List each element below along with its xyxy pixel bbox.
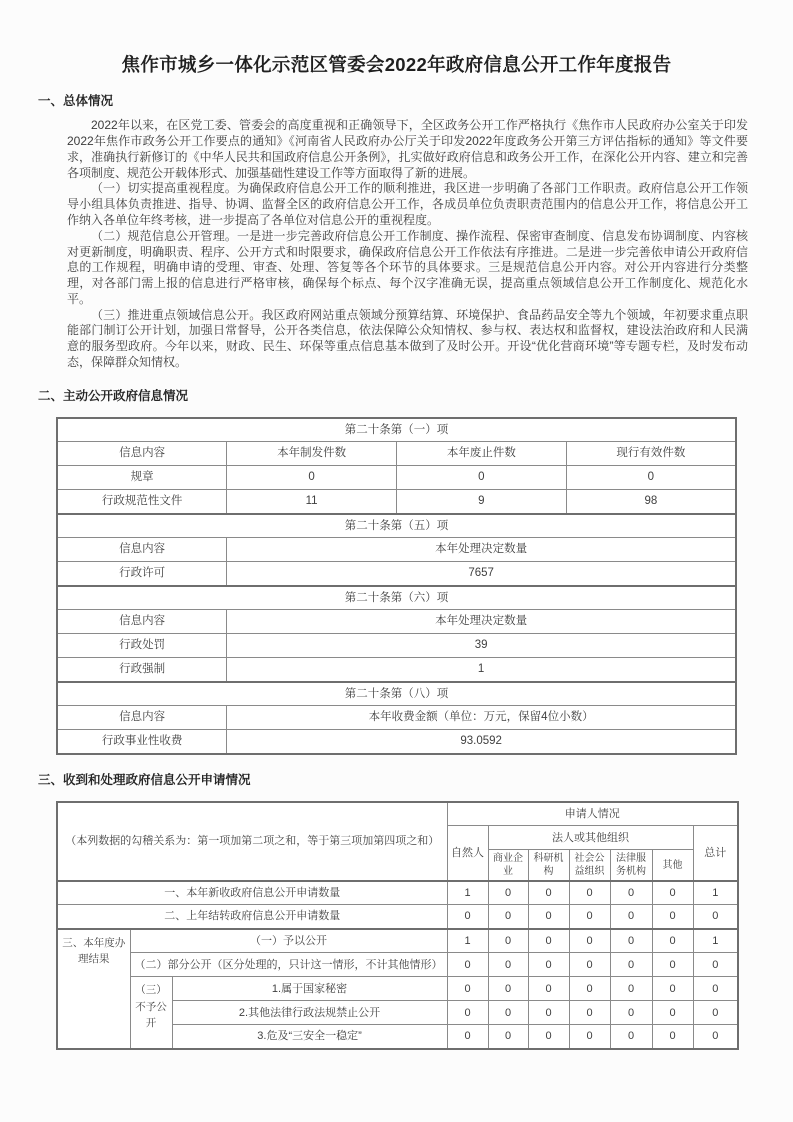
data-cell: 1	[693, 929, 738, 953]
group-label-cell: 三、本年度办理结果	[57, 929, 130, 1049]
sub-header-cell: 社会公益组织	[569, 850, 610, 881]
table-row	[57, 802, 738, 826]
table-row	[57, 881, 738, 905]
data-cell: 0	[693, 1025, 738, 1049]
table-row	[57, 586, 736, 610]
row-label-cell: 1.属于国家秘密	[172, 977, 447, 1001]
table-row	[57, 418, 736, 442]
sub-header-cell: 其他	[652, 850, 693, 881]
applicant-group-header: 申请人情况	[447, 802, 738, 826]
subgroup-label-cell: （三）不予公开	[130, 977, 172, 1049]
data-cell: 0	[447, 953, 488, 977]
data-cell: 0	[488, 953, 528, 977]
row-label-cell: （一）予以公开	[130, 929, 447, 953]
row-label-cell: 一、本年新收政府信息公开申请数量	[57, 881, 447, 905]
block3-title-cell: 第二十条第（六）项	[57, 586, 736, 610]
row-label-cell: 规章	[57, 466, 227, 490]
row-label-cell: 行政许可	[57, 562, 227, 586]
col-header-cell: 信息内容	[57, 610, 227, 634]
data-cell: 9	[397, 490, 567, 514]
table-row	[57, 562, 736, 586]
row-label-cell: 2.其他法律行政法规禁止公开	[172, 1001, 447, 1025]
table-row	[57, 658, 736, 682]
natural-person-header: 自然人	[447, 826, 488, 881]
data-cell: 0	[569, 953, 610, 977]
section-overview-heading: 一、总体情况	[38, 94, 114, 109]
data-cell: 11	[227, 490, 397, 514]
data-cell: 98	[566, 490, 736, 514]
data-cell: 0	[610, 1025, 652, 1049]
data-cell: 1	[227, 658, 736, 682]
data-cell: 0	[488, 905, 528, 929]
data-cell: 1	[447, 881, 488, 905]
table-note: （本列数据的勾稽关系为：第一项加第二项之和，等于第三项加第四项之和）	[57, 802, 447, 881]
table-row	[57, 953, 738, 977]
row-label-cell: 3.危及“三安全一稳定”	[172, 1025, 447, 1049]
table-row	[57, 682, 736, 706]
table-row	[57, 929, 738, 953]
col-header-cell: 信息内容	[57, 442, 227, 466]
data-cell: 0	[652, 1025, 693, 1049]
table-row	[57, 538, 736, 562]
active-disclosure-table	[56, 417, 737, 755]
data-cell: 0	[652, 905, 693, 929]
overview-paragraph-1: 2022年以来，在区党工委、管委会的高度重视和正确领导下，全区政务公开工作严格执行《焦作市人民政府办公室关于印发2022年焦作市政务公开工作要点的通知》《河南省人民政府办公厅关于印发2022年度政务公开第三方评估指标的通知》等文件要求，准确执行新修订的《中华人民共和国政府信息公开条例》，扎实做好政府信息和政务公开工作，在深化公开内容、建立和完善各项制度、规范公开载体形式、加强基础性建设工作等方面取得了新的进展。	[67, 118, 748, 180]
row-label-cell: 行政事业性收费	[57, 730, 227, 754]
data-cell: 0	[566, 466, 736, 490]
overview-paragraph-4: （三）推进重点领域信息公开。我区政府网站重点领域分预算结算、环境保护、食品药品安全等九个领域，年初要求重点职能部门制订公开计划，加强日常督导，公开各类信息，依法保障公众知情权、参与权、表达权和监督权，建设法治政府和人民满意的服务型政府。今年以来，财政、民生、环保等重点信息基本做到了及时公开。开设“优化营商环境”等专题专栏，及时发布动态，保障群众知情权。	[67, 307, 748, 370]
data-cell: 0	[693, 977, 738, 1001]
sub-header-cell: 科研机构	[528, 850, 569, 881]
col-header-cell: 本年废止件数	[397, 442, 567, 466]
col-header-cell: 本年处理决定数量	[227, 538, 736, 562]
row-label-cell: 二、上年结转政府信息公开申请数量	[57, 905, 447, 929]
row-label-cell: 行政强制	[57, 658, 227, 682]
col-header-cell: 信息内容	[57, 706, 227, 730]
data-cell: 1	[693, 881, 738, 905]
data-cell: 0	[528, 977, 569, 1001]
data-cell: 0	[569, 1001, 610, 1025]
data-cell: 0	[447, 905, 488, 929]
overview-paragraph-3: （二）规范信息公开管理。一是进一步完善政府信息公开工作制度、操作流程、保密审查制度、信息发布协调制度、内容核对更新制度，明确职责、程序、公开方式和时限要求，确保政府信息公开工作依法有序推进。二是进一步完善依申请公开政府信息的工作规程，明确申请的受理、审查、处理、答复等各个环节的具体要求。三是规范信息公开内容。对公开内容进行分类整理，对各部门需上报的信息进行严格审核，确保每个标点、每个汉字准确无误，提高重点领域信息公开工作制度化、规范化水平。	[67, 228, 748, 306]
sub-header-cell: 商业企业	[488, 850, 528, 881]
data-cell: 0	[610, 953, 652, 977]
data-cell: 0	[652, 1001, 693, 1025]
data-cell: 0	[488, 1001, 528, 1025]
data-cell: 0	[569, 905, 610, 929]
row-label-cell: 行政处罚	[57, 634, 227, 658]
block4-title-cell: 第二十条第（八）项	[57, 682, 736, 706]
overview-paragraphs	[67, 118, 748, 371]
table-row	[57, 730, 736, 754]
table-row	[57, 514, 736, 538]
data-cell: 0	[397, 466, 567, 490]
applications-table	[56, 801, 739, 1050]
document-title: 焦作市城乡一体化示范区管委会2022年政府信息公开工作年度报告	[121, 54, 672, 75]
data-cell: 0	[652, 929, 693, 953]
data-cell: 0	[693, 905, 738, 929]
data-cell: 0	[227, 466, 397, 490]
table-row	[57, 977, 738, 1001]
data-cell: 0	[447, 977, 488, 1001]
col-header-cell: 本年收费金额（单位：万元，保留4位小数）	[227, 706, 736, 730]
data-cell: 0	[528, 929, 569, 953]
data-cell: 0	[569, 929, 610, 953]
data-cell: 0	[652, 953, 693, 977]
table-row	[57, 905, 738, 929]
col-header-cell: 本年处理决定数量	[227, 610, 736, 634]
data-cell: 0	[693, 953, 738, 977]
data-cell: 0	[488, 977, 528, 1001]
data-cell: 0	[652, 881, 693, 905]
data-cell: 1	[447, 929, 488, 953]
data-cell: 0	[447, 1025, 488, 1049]
block1-title-cell: 第二十条第（一）项	[57, 418, 736, 442]
data-cell: 0	[528, 953, 569, 977]
data-cell: 0	[569, 1025, 610, 1049]
data-cell: 0	[652, 977, 693, 1001]
section-active-disclosure-heading: 二、主动公开政府信息情况	[38, 388, 189, 403]
legal-entity-group-header: 法人或其他组织	[488, 826, 693, 850]
sub-header-cell: 法律服务机构	[610, 850, 652, 881]
row-label-cell: 行政规范性文件	[57, 490, 227, 514]
block2-title-cell: 第二十条第（五）项	[57, 514, 736, 538]
col-header-cell: 本年制发件数	[227, 442, 397, 466]
data-cell: 0	[488, 881, 528, 905]
data-cell: 0	[528, 1001, 569, 1025]
col-header-cell: 现行有效件数	[566, 442, 736, 466]
data-cell: 0	[528, 905, 569, 929]
total-header: 总计	[693, 826, 738, 881]
table-row	[57, 706, 736, 730]
data-cell: 0	[693, 1001, 738, 1025]
data-cell: 0	[610, 929, 652, 953]
data-cell: 0	[610, 881, 652, 905]
data-cell: 0	[528, 881, 569, 905]
data-cell: 39	[227, 634, 736, 658]
row-label-cell: （二）部分公开（区分处理的，只计这一情形，不计其他情形）	[130, 953, 447, 977]
overview-paragraph-2: （一）切实提高重视程度。为确保政府信息公开工作的顺利推进，我区进一步明确了各部门工作职责。政府信息公开工作领导小组具体负责推进、指导、协调、监督全区的政府信息公开工作，各成员单位负责职责范围内的信息公开工作，将信息公开工作纳入各单位年终考核，进一步提高了各单位对信息公开的重视程度。	[67, 181, 748, 227]
data-cell: 0	[610, 1001, 652, 1025]
table-row	[57, 442, 736, 466]
data-cell: 0	[528, 1025, 569, 1049]
data-cell: 0	[610, 977, 652, 1001]
table-row	[57, 490, 736, 514]
table-row	[57, 634, 736, 658]
data-cell: 0	[488, 929, 528, 953]
data-cell: 0	[569, 881, 610, 905]
data-cell: 0	[447, 1001, 488, 1025]
col-header-cell: 信息内容	[57, 538, 227, 562]
data-cell: 0	[569, 977, 610, 1001]
data-cell: 93.0592	[227, 730, 736, 754]
table-row	[57, 466, 736, 490]
data-cell: 7657	[227, 562, 736, 586]
data-cell: 0	[610, 905, 652, 929]
section-applications-heading: 三、收到和处理政府信息公开申请情况	[38, 772, 251, 787]
data-cell: 0	[488, 1025, 528, 1049]
table-row	[57, 610, 736, 634]
